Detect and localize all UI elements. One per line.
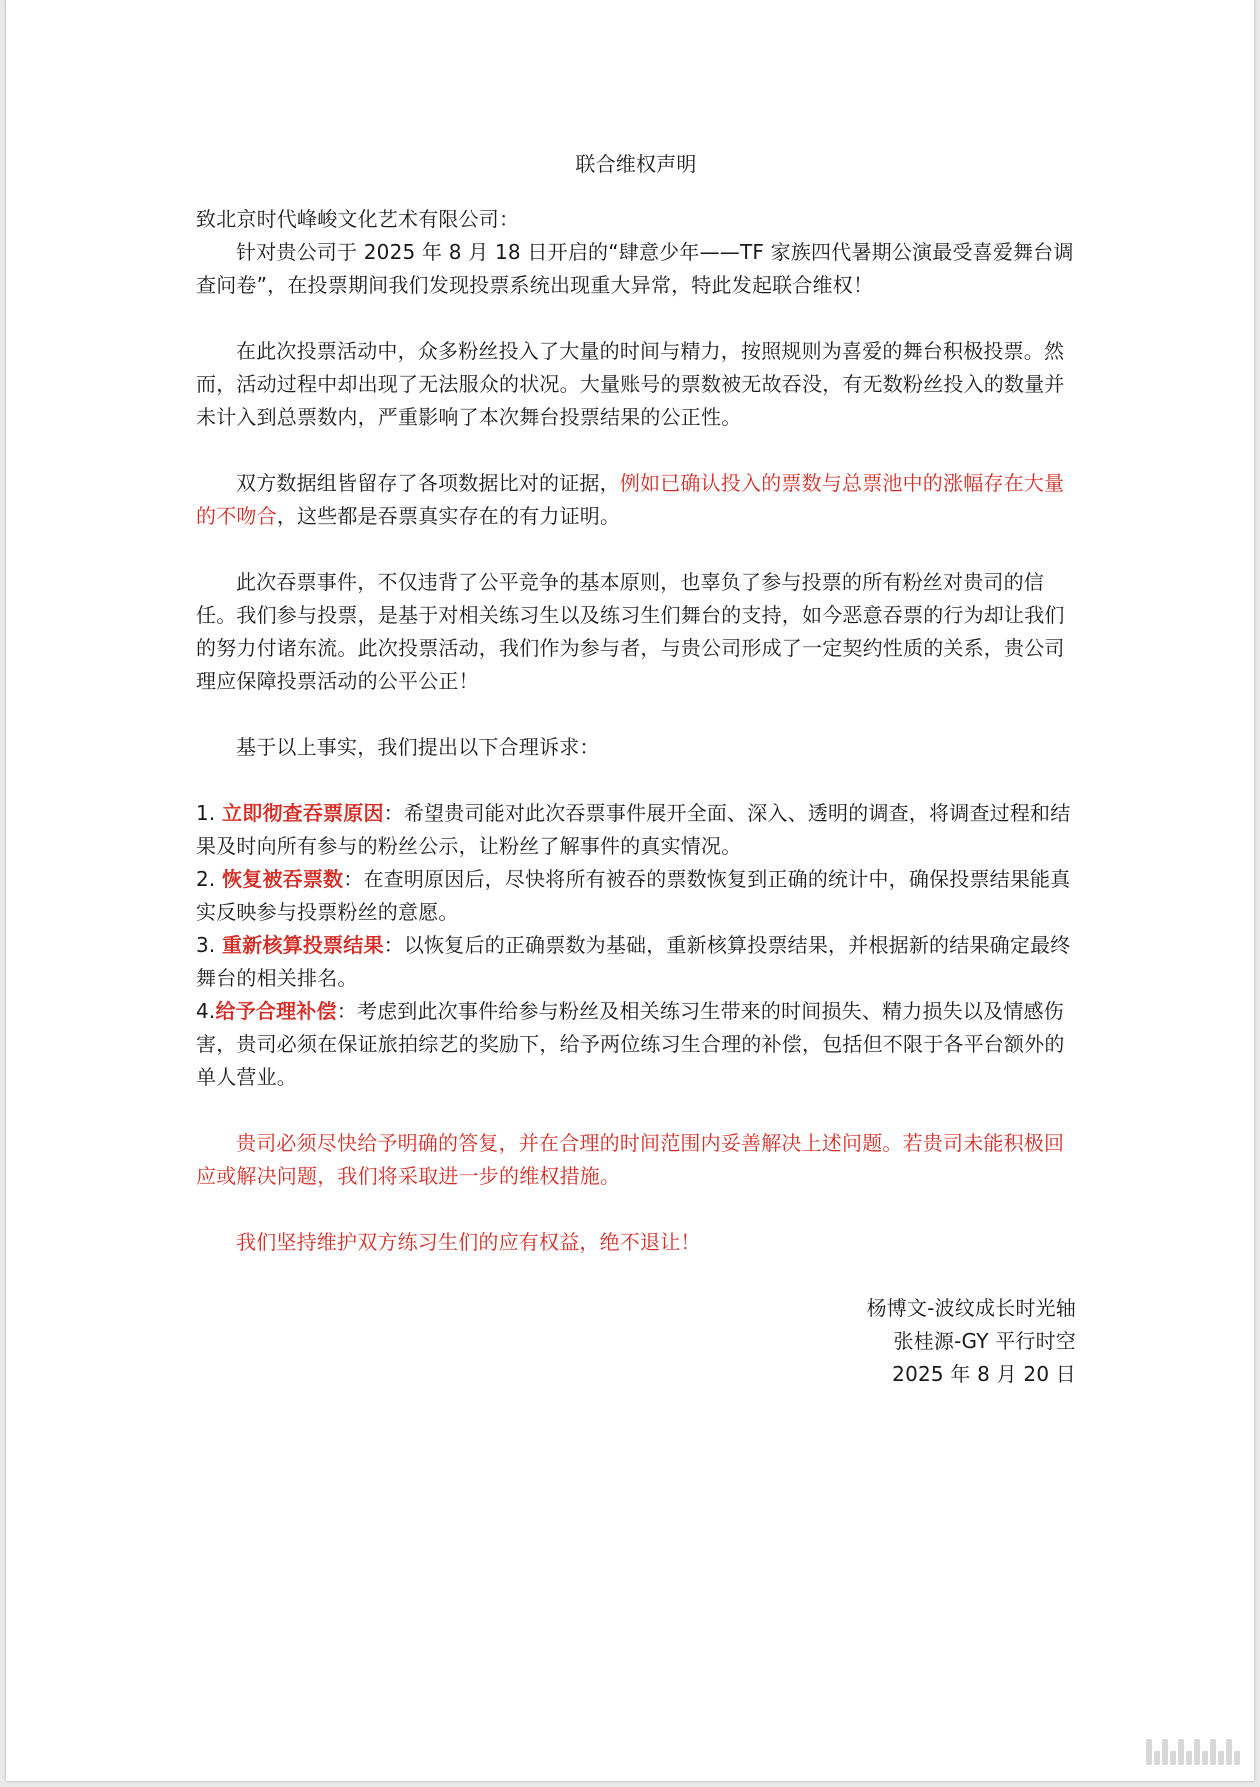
salutation: 致北京时代峰峻文化艺术有限公司：: [196, 207, 520, 231]
demand-item-2: [196, 863, 1076, 929]
demand-number: 4.: [196, 999, 216, 1023]
signature-line-2: 张桂源-GY 平行时空: [893, 1329, 1076, 1353]
paragraph-1: 在此次投票活动中，众多粉丝投入了大量的时间与精力，按照规则为喜爱的舞台积极投票。然而，活动过程中却出现了无法服众的状况。大量账号的票数被无故吞没，有无数粉丝投入的数量并未计入到总票数内，严重影响了本次舞台投票结果的公正性。: [196, 339, 1065, 429]
paragraph-3: 此次吞票事件，不仅违背了公平竞争的基本原则，也辜负了参与投票的所有粉丝对贵司的信任。我们参与投票，是基于对相关练习生以及练习生们舞台的支持，如今恶意吞票的行为却让我们的努力付诸东流。此次投票活动，我们作为参与者，与贵公司形成了一定契约性质的关系，贵公司理应保障投票活动的公平公正！: [196, 570, 1065, 693]
paragraph-2: [196, 467, 1076, 533]
demand-heading: 重新核算投票结果: [222, 933, 384, 957]
signature-line-1: 杨博文-波纹成长时光轴: [866, 1296, 1076, 1320]
demand-body: ：以恢复后的正确票数为基础，重新核算投票结果，并根据新的结果确定最终舞台的相关排名。: [196, 933, 1071, 990]
demand-number: 3.: [196, 933, 223, 957]
demand-body: ：在查明原因后，尽快将所有被吞的票数恢复到正确的统计中，确保投票结果能真实反映参与投票粉丝的意愿。: [196, 867, 1071, 924]
demand-item-4: [196, 995, 1076, 1094]
paragraph-2-highlight: 例如已确认投入的票数与总票池中的涨幅存在大量的不吻合: [196, 471, 1065, 528]
watermark-icon: [1146, 1739, 1240, 1765]
page-title: 联合维权声明: [575, 152, 697, 176]
demand-heading: 给予合理补偿: [215, 999, 337, 1023]
document-body: [196, 148, 1076, 1391]
closing-statement: 我们坚持维护双方练习生们的应有权益，绝不退让！: [236, 1230, 701, 1254]
demand-heading: 立即彻查吞票原因: [222, 801, 384, 825]
paragraph-2-text-b: ，这些都是吞票真实存在的有力证明。: [276, 504, 621, 528]
intro-paragraph: 针对贵公司于 2025 年 8 月 18 日开启的“肆意少年——TF 家族四代暑期公演最受喜爱舞台调查问卷”，在投票期间我们发现投票系统出现重大异常，特此发起联合维权！: [196, 240, 1074, 297]
paragraph-2-text-a: 双方数据组皆留存了各项数据比对的证据，: [236, 471, 620, 495]
signature-date: 2025 年 8 月 20 日: [892, 1362, 1076, 1386]
demand-item-1: [196, 797, 1076, 863]
demand-body: ：希望贵司能对此次吞票事件展开全面、深入、透明的调查，将调查过程和结果及时向所有参与的粉丝公示，让粉丝了解事件的真实情况。: [196, 801, 1071, 858]
demand-heading: 恢复被吞票数: [222, 867, 344, 891]
demands-list: [196, 797, 1076, 1094]
demands-intro: 基于以上事实，我们提出以下合理诉求：: [236, 735, 600, 759]
demand-body: ：考虑到此次事件给参与粉丝及相关练习生带来的时间损失、精力损失以及情感伤害，贵司必须在保证旅拍综艺的奖励下，给予两位练习生合理的补偿，包括但不限于各平台额外的单人营业。: [196, 999, 1065, 1089]
document-page: [6, 0, 1254, 1781]
demand-number: 1.: [196, 801, 223, 825]
warning-paragraph: 贵司必须尽快给予明确的答复，并在合理的时间范围内妥善解决上述问题。若贵司未能积极回应或解决问题，我们将采取进一步的维权措施。: [196, 1131, 1065, 1188]
signature-block: [196, 1292, 1076, 1391]
demand-number: 2.: [196, 867, 223, 891]
demand-item-3: [196, 929, 1076, 995]
